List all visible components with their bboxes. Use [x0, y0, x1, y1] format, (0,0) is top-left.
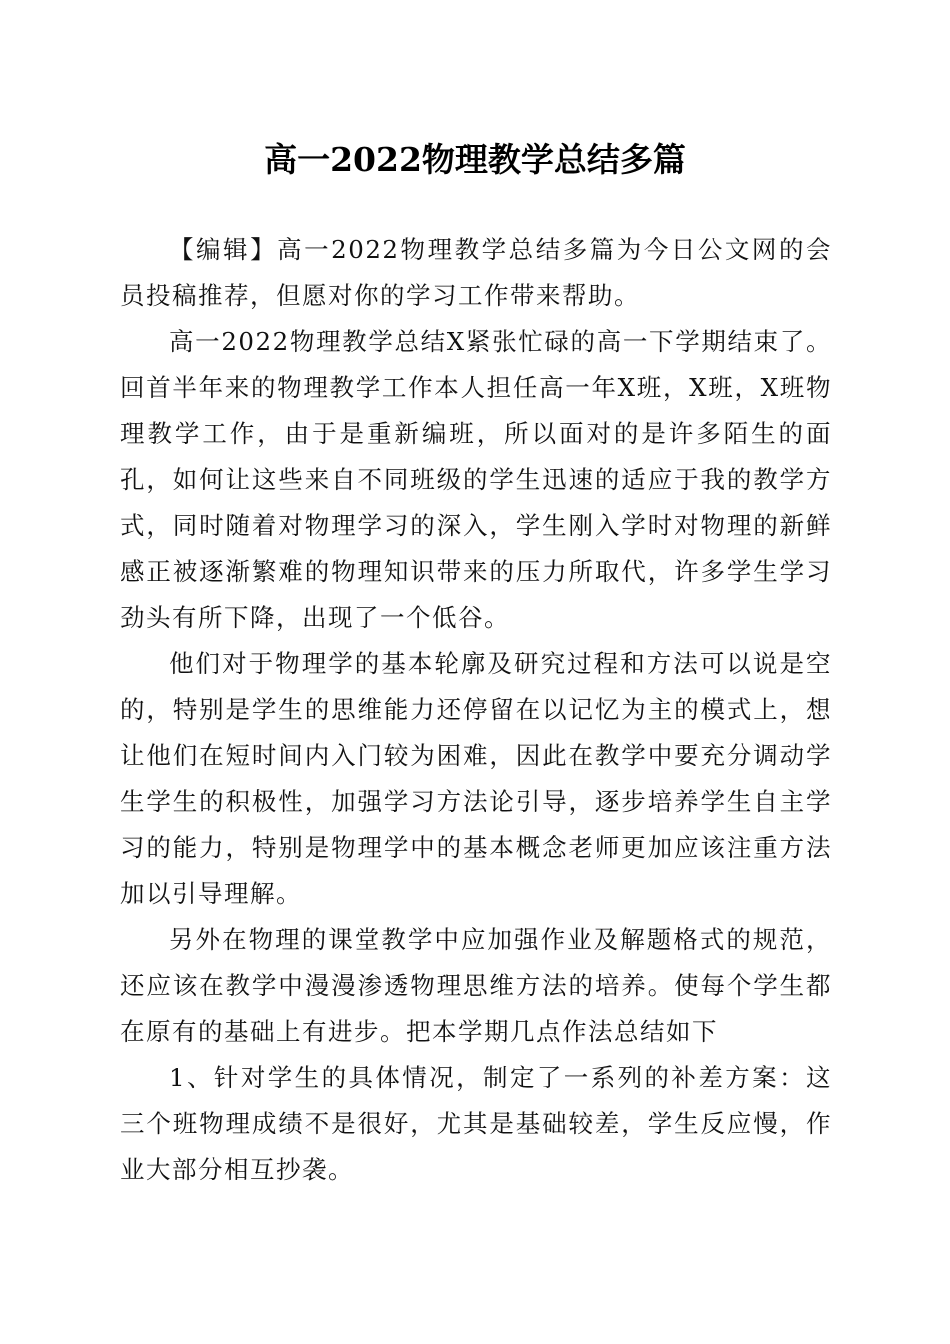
paragraph-point-1: 1、针对学生的具体情况，制定了一系列的补差方案：这三个班物理成绩不是很好，尤其是基础较差，学生反应慢，作业大部分相互抄袭。: [120, 1063, 832, 1184]
document-body: [120, 227, 832, 1193]
paragraph-classroom: 另外在物理的课堂教学中应加强作业及解题格式的规范，还应该在教学中漫漫渗透物理思维方法的培养。使每个学生都在原有的基础上有进步。把本学期几点作法总结如下: [120, 925, 832, 1046]
paragraph-methods: 他们对于物理学的基本轮廓及研究过程和方法可以说是空的，特别是学生的思维能力还停留在以记忆为主的模式上，想让他们在短时间内入门较为困难，因此在教学中要充分调动学生学生的积极性，加强学习方法论引导，逐步培养学生自主学习的能力，特别是物理学中的基本概念老师更加应该注重方法加以引导理解。: [120, 649, 832, 908]
paragraph-intro: 【编辑】高一2022物理教学总结多篇为今日公文网的会员投稿推荐，但愿对你的学习工作带来帮助。: [120, 235, 832, 310]
document-title: 高一2022物理教学总结多篇: [264, 140, 686, 179]
paragraph-summary: 高一2022物理教学总结X紧张忙碌的高一下学期结束了。回首半年来的物理教学工作本人担任高一年X班，X班，X班物理教学工作，由于是重新编班，所以面对的是许多陌生的面孔，如何让这些来自不同班级的学生迅速的适应于我的教学方式，同时随着对物理学习的深入，学生刚入学时对物理的新鲜感正被逐渐繁难的物理知识带来的压力所取代，许多学生学习劲头有所下降，出现了一个低谷。: [120, 327, 832, 632]
